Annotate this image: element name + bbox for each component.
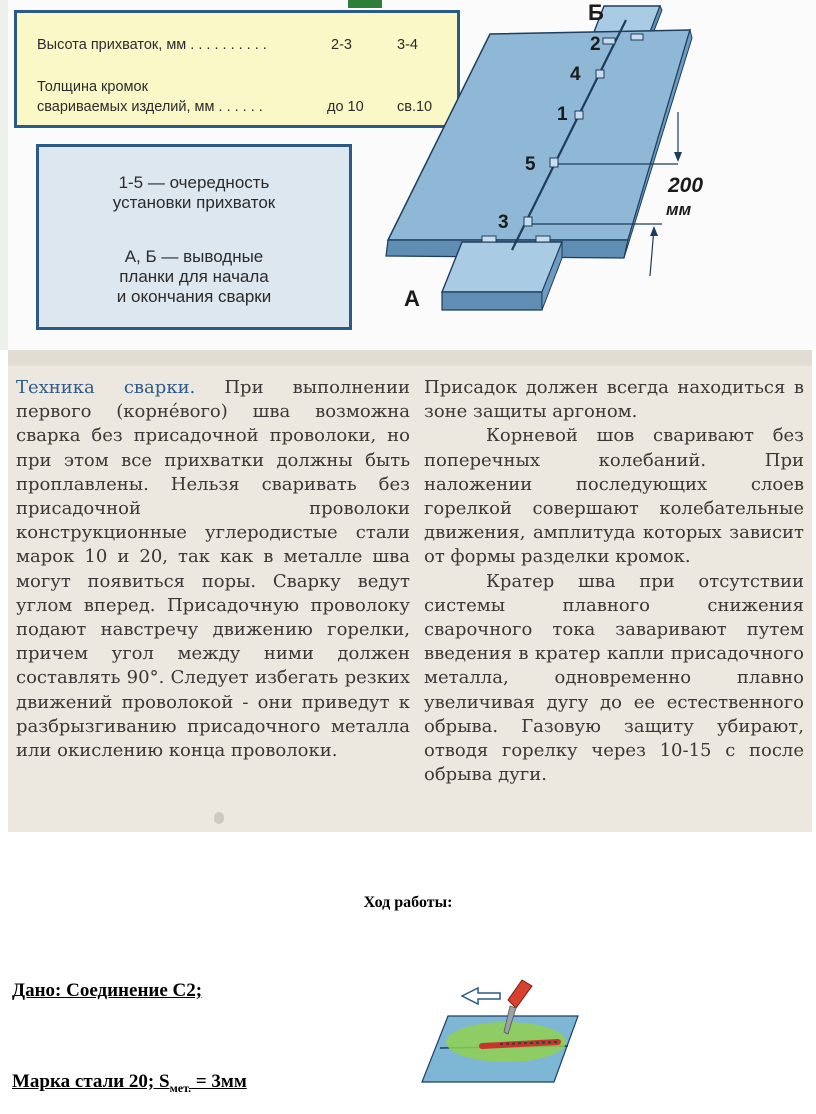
article-column-right [424,376,804,787]
arrowhead-up-icon [650,226,658,236]
figure-top-block [0,0,816,350]
steel-grade-text: Марка стали 20; S [12,1071,170,1092]
tack-mark [575,111,583,119]
tack-number-5: 5 [525,154,536,175]
legend-line: 1-5 — очередность [118,173,270,192]
legend-line: установки прихваток [112,193,276,212]
spec-row-edge-thickness [37,97,433,117]
spec-row-tack-height [37,35,418,55]
legend-line: А, Б — выводные [124,247,264,266]
article-paragraph: Кратер шва при отсутствии системы плавного снижения сварочного тока заваривают путем введения в кратер капли присадочного металла, одновременно плавно увеличивая дугу до ее естественного обрыва. Газовую защиту убирают, отводя горелку через 10-15 с после обрыва дуги. [424,570,804,786]
given-joint: Дано: Соединение С2; [12,980,203,1001]
tack-number-2: 2 [590,34,601,55]
run-tab-a-front [442,292,542,310]
label-tab-a: А [404,286,420,311]
spec-row-edge-label-1: Толщина кромок [37,79,148,95]
spec-value-thin: 2-3 [331,37,352,53]
spec-row-edge-label-2: свариваемых изделий, мм . . . . . . [37,99,263,115]
article-text: При выполнении первого (корнéвого) шва возможна сварка без присадочной проволоки, но при этом все прихватки должны быть проплавлены. Нельзя сваривать без присадочной проволоки конструкционные углеродистые стали марок 10 и 20, так как в металле шва могут появиться поры. Сварку ведут углом вперед. Присадочную проволоку подают навстречу движению горелки, причем угол между ними должен составлять 90°. Следует избегать резких движений проволокой - они приведут к разбрызгиванию присадочного металла или окислению конца проволоки. [16,377,411,762]
page-tab-marker [348,0,382,8]
tack-mark [524,217,532,226]
tack-weld-diagram [382,0,816,340]
scan-edge [0,0,8,350]
article-column-left [16,376,410,763]
article-paragraph: Корневой шов сваривают без поперечных колебаний. При наложении последующих слоев горелкой совершают колебательные движения, амплитуда которых зависит от формы разделки кромок. [424,425,804,568]
run-tab-b [594,6,660,32]
label-tab-b: Б [588,0,604,25]
legend-box [36,144,352,330]
article-heading: Техника сварки. [16,377,196,398]
spec-value-thick: 3-4 [397,37,418,53]
dimension-unit: мм [666,200,692,219]
tack-mark [550,158,558,167]
spec-thickness-over: св.10 [397,99,433,115]
arrow-left-icon [462,988,500,1004]
tack-mark [631,34,643,40]
tack-number-3: 3 [498,212,509,233]
torch-body-icon [508,980,532,1008]
tack-mark [603,38,615,44]
tack-mark [596,70,604,78]
thickness-subscript: мет. [169,1080,192,1095]
scan-shade [8,350,812,366]
welding-torch-illustration [414,976,580,1088]
tack-number-1: 1 [557,104,568,125]
article-paragraph: Присадок должен всегда находиться в зоне защиты аргоном. [424,377,804,423]
tack-mark [482,236,496,242]
spec-thickness-up-to: до 10 [327,99,364,115]
run-tab-a [442,242,562,292]
arrowhead-down-icon [674,152,682,162]
article-paragraph [16,376,410,763]
steel-grade-line [12,1071,247,1096]
thickness-value: = 3мм [191,1071,247,1092]
tack-mark [536,236,550,242]
spec-row-tack-height-label: Высота прихваток, мм . . . . . . . . . . [37,37,267,53]
scan-artifact [214,812,224,824]
plate-top [388,30,690,240]
legend-run-tabs [39,247,349,307]
article-block [8,350,812,832]
legend-tack-order [39,173,349,213]
tack-number-4: 4 [570,64,581,85]
dimension-value: 200 [668,174,704,197]
legend-line: и окончания сварки [116,287,272,306]
legend-line: планки для начала [119,267,269,286]
work-progress-title: Ход работы: [363,894,453,911]
